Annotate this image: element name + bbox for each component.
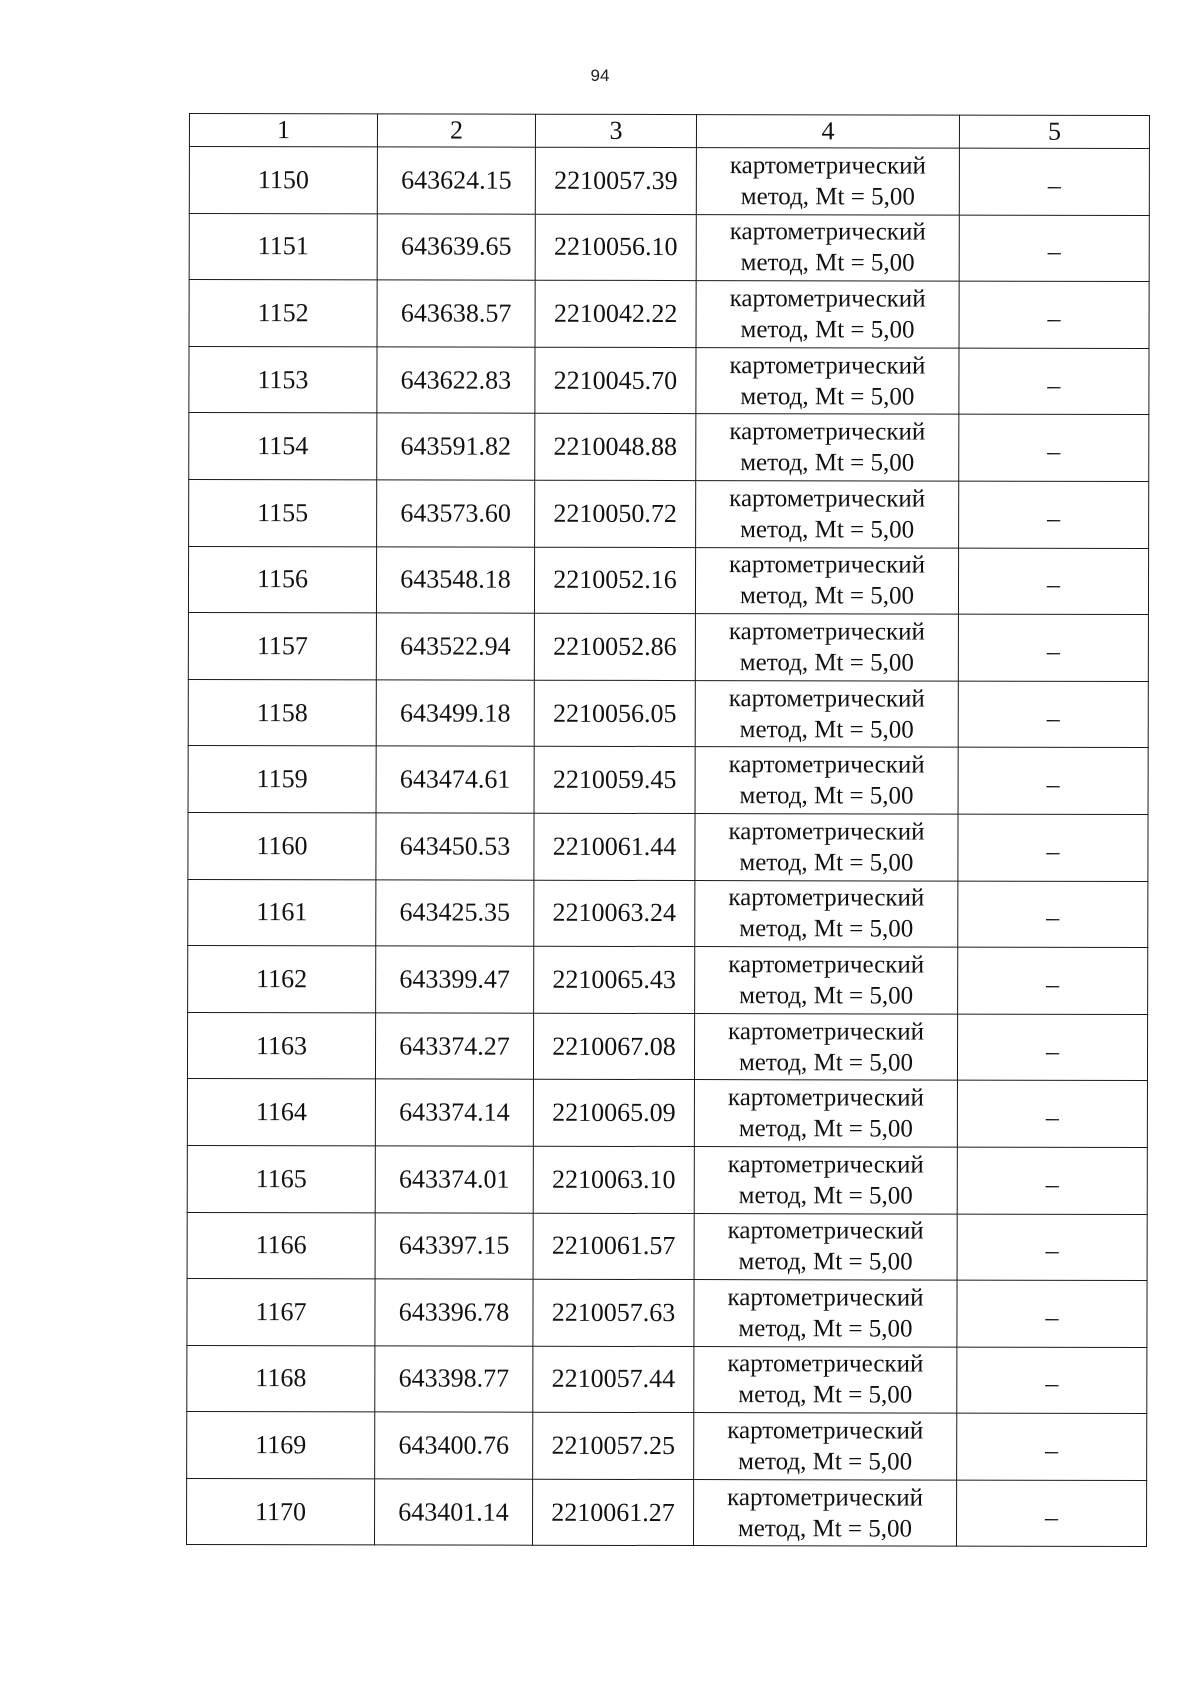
table-row <box>188 812 1148 881</box>
x-coordinate-cell: 643396.78 <box>375 1279 533 1346</box>
method-cell <box>696 148 959 215</box>
method-line-1: картометрический <box>727 1150 924 1179</box>
method-line-1: картометрический <box>727 1483 924 1512</box>
point-number-cell: 1160 <box>188 812 376 879</box>
x-coordinate-cell: 643548.18 <box>376 546 534 613</box>
method-line-1: картометрический <box>727 1217 924 1245</box>
method-cell <box>695 747 958 814</box>
point-number-cell: 1169 <box>187 1412 375 1479</box>
x-coordinate-cell: 643399.47 <box>376 946 534 1013</box>
method-line-2: метод, Mt = 5,00 <box>739 848 914 877</box>
table-row <box>188 746 1148 815</box>
x-coordinate-cell: 643591.82 <box>377 413 535 480</box>
table-row <box>189 346 1149 415</box>
method-cell <box>696 414 959 481</box>
method-cell <box>695 813 958 880</box>
point-number-cell: 1158 <box>188 679 376 746</box>
note-dash: – <box>1047 237 1061 267</box>
method-line-2: метод, Mt = 5,00 <box>738 1315 913 1343</box>
note-cell <box>959 481 1149 548</box>
method-line-2: метод, Mt = 5,00 <box>738 1448 913 1476</box>
y-coordinate-cell: 2210050.72 <box>535 480 696 547</box>
method-cell <box>695 547 958 614</box>
note-dash: – <box>1046 570 1061 600</box>
point-number-cell: 1161 <box>188 879 376 946</box>
note-cell <box>959 348 1149 415</box>
method-line-1: картометрический <box>729 418 926 446</box>
x-coordinate-cell: 643638.57 <box>377 280 535 347</box>
method-line-2: метод, Mt = 5,00 <box>739 582 915 610</box>
note-dash: – <box>1045 1435 1059 1465</box>
point-number-cell: 1152 <box>189 280 377 347</box>
method-line-1: картометрический <box>728 751 925 779</box>
note-dash: – <box>1046 769 1060 799</box>
point-number-cell: 1154 <box>189 413 377 480</box>
note-cell <box>958 947 1148 1014</box>
note-cell <box>958 548 1148 615</box>
note-dash: – <box>1047 303 1061 333</box>
x-coordinate-cell: 643573.60 <box>377 480 535 547</box>
method-line-1: картометрический <box>727 1084 924 1112</box>
x-coordinate-cell: 643374.27 <box>375 1013 533 1080</box>
method-line-2: метод, Mt = 5,00 <box>739 982 914 1010</box>
point-number-cell: 1153 <box>189 346 377 413</box>
note-dash: – <box>1047 170 1061 200</box>
y-coordinate-cell: 2210056.10 <box>535 214 696 281</box>
method-line-1: картометрический <box>728 618 925 646</box>
y-coordinate-cell: 2210061.27 <box>533 1479 694 1546</box>
x-coordinate-cell: 643639.65 <box>377 213 535 280</box>
x-coordinate-cell: 643499.18 <box>376 680 534 747</box>
note-cell <box>959 281 1149 348</box>
method-line-1: картометрический <box>727 1350 924 1379</box>
method-line-1: картометрический <box>728 817 925 846</box>
x-coordinate-cell: 643374.14 <box>375 1079 533 1146</box>
y-coordinate-cell: 2210052.86 <box>534 613 695 680</box>
y-coordinate-cell: 2210067.08 <box>533 1013 694 1080</box>
y-coordinate-cell: 2210056.05 <box>534 680 695 747</box>
note-dash: – <box>1047 370 1061 400</box>
table-row <box>187 1412 1147 1481</box>
x-coordinate-cell: 643400.76 <box>375 1412 533 1479</box>
note-cell <box>959 148 1149 215</box>
coordinates-table <box>186 113 1150 1547</box>
header-row <box>189 114 1149 149</box>
note-dash: – <box>1045 1502 1059 1532</box>
note-dash: – <box>1045 1302 1059 1332</box>
table-row <box>188 679 1148 748</box>
x-coordinate-cell: 643425.35 <box>376 879 534 946</box>
note-cell <box>959 215 1149 282</box>
x-coordinate-cell: 643474.61 <box>376 746 534 813</box>
method-line-1: картометрический <box>729 551 926 579</box>
y-coordinate-cell: 2210063.10 <box>533 1146 694 1213</box>
x-coordinate-cell: 643622.83 <box>377 347 535 414</box>
header-col-3: 3 <box>535 114 696 147</box>
y-coordinate-cell: 2210057.25 <box>533 1413 694 1480</box>
y-coordinate-cell: 2210061.57 <box>533 1213 694 1280</box>
method-cell <box>694 1146 957 1213</box>
method-line-1: картометрический <box>729 351 926 380</box>
method-line-2: метод, Mt = 5,00 <box>738 1248 913 1276</box>
method-cell <box>694 1280 957 1347</box>
note-dash: – <box>1046 636 1060 666</box>
method-line-1: картометрический <box>728 684 925 713</box>
note-cell <box>957 1014 1147 1081</box>
note-cell <box>957 1347 1147 1414</box>
x-coordinate-cell: 643401.14 <box>375 1479 533 1546</box>
table-row <box>188 613 1148 682</box>
method-line-2: метод, Mt = 5,00 <box>739 915 914 943</box>
y-coordinate-cell: 2210059.45 <box>534 747 695 814</box>
point-number-cell: 1163 <box>187 1012 375 1079</box>
y-coordinate-cell: 2210061.44 <box>534 813 695 880</box>
table-row <box>187 1345 1147 1414</box>
header-col-1: 1 <box>189 114 377 147</box>
table-body <box>187 147 1150 1547</box>
point-number-cell: 1164 <box>187 1079 375 1146</box>
note-cell <box>957 1080 1147 1147</box>
y-coordinate-cell: 2210042.22 <box>535 280 696 347</box>
note-cell <box>956 1480 1146 1547</box>
x-coordinate-cell: 643397.15 <box>375 1212 533 1279</box>
point-number-cell: 1159 <box>188 746 376 813</box>
note-dash: – <box>1046 903 1060 933</box>
table-row <box>188 879 1148 948</box>
method-line-2: метод, Mt = 5,00 <box>740 515 915 544</box>
point-number-cell: 1170 <box>187 1478 375 1545</box>
note-dash: – <box>1045 1369 1059 1399</box>
method-line-1: картометрический <box>729 218 926 246</box>
method-line-2: метод, Mt = 5,00 <box>738 1115 913 1143</box>
table-row <box>187 1012 1147 1081</box>
method-line-2: метод, Mt = 5,00 <box>740 249 915 277</box>
method-cell <box>693 1479 956 1546</box>
method-cell <box>696 347 959 414</box>
method-cell <box>696 481 959 548</box>
method-line-2: метод, Mt = 5,00 <box>740 182 915 211</box>
page-number: 94 <box>590 66 610 85</box>
note-dash: – <box>1047 436 1061 466</box>
table-row <box>189 147 1149 216</box>
y-coordinate-cell: 2210057.39 <box>535 147 696 214</box>
method-line-1: картометрический <box>727 1417 924 1445</box>
method-line-2: метод, Mt = 5,00 <box>740 382 915 411</box>
method-cell <box>694 1080 957 1147</box>
header-col-5: 5 <box>959 115 1149 148</box>
note-dash: – <box>1045 1169 1059 1199</box>
method-cell <box>695 680 958 747</box>
method-cell <box>695 947 958 1014</box>
y-coordinate-cell: 2210065.09 <box>533 1080 694 1147</box>
x-coordinate-cell: 643398.77 <box>375 1346 533 1413</box>
note-cell <box>957 1147 1147 1214</box>
method-line-2: метод, Mt = 5,00 <box>738 1048 914 1077</box>
note-dash: – <box>1046 703 1060 733</box>
method-cell <box>694 1346 957 1413</box>
method-cell <box>695 880 958 947</box>
note-cell <box>957 1280 1147 1347</box>
note-cell <box>957 1214 1147 1281</box>
table-row <box>187 1279 1147 1348</box>
point-number-cell: 1150 <box>189 147 377 214</box>
y-coordinate-cell: 2210048.88 <box>535 414 696 481</box>
note-cell <box>958 881 1148 948</box>
point-number-cell: 1151 <box>189 213 377 280</box>
table-row <box>188 946 1148 1015</box>
method-line-2: метод, Mt = 5,00 <box>738 1181 913 1210</box>
y-coordinate-cell: 2210045.70 <box>535 347 696 414</box>
note-cell <box>958 814 1148 881</box>
method-line-1: картометрический <box>728 884 925 912</box>
note-cell <box>958 681 1148 748</box>
y-coordinate-cell: 2210057.63 <box>533 1279 694 1346</box>
x-coordinate-cell: 643624.15 <box>377 147 535 214</box>
note-cell <box>958 614 1148 681</box>
table-row <box>189 213 1149 282</box>
table-row <box>189 479 1149 548</box>
x-coordinate-cell: 643374.01 <box>375 1146 533 1213</box>
method-cell <box>696 281 959 348</box>
note-dash: – <box>1046 836 1060 866</box>
note-dash: – <box>1047 503 1061 533</box>
table-row <box>187 1079 1147 1148</box>
y-coordinate-cell: 2210065.43 <box>534 946 695 1013</box>
y-coordinate-cell: 2210057.44 <box>533 1346 694 1413</box>
header-col-2: 2 <box>377 114 535 147</box>
method-line-2: метод, Mt = 5,00 <box>737 1514 913 1543</box>
note-cell <box>959 414 1149 481</box>
point-number-cell: 1168 <box>187 1345 375 1412</box>
note-cell <box>957 1413 1147 1480</box>
note-cell <box>958 747 1148 814</box>
note-dash: – <box>1046 1036 1060 1066</box>
method-line-1: картометрический <box>728 951 925 979</box>
note-dash: – <box>1045 1236 1059 1266</box>
table-row <box>189 280 1149 349</box>
point-number-cell: 1165 <box>187 1145 375 1212</box>
method-line-1: картометрический <box>727 1284 924 1312</box>
note-dash: – <box>1046 969 1060 999</box>
method-line-2: метод, Mt = 5,00 <box>740 316 915 344</box>
x-coordinate-cell: 643522.94 <box>376 613 534 680</box>
table-row <box>187 1212 1147 1281</box>
table-row <box>189 413 1149 482</box>
method-cell <box>695 614 958 681</box>
method-line-1: картометрический <box>729 151 926 180</box>
method-line-1: картометрический <box>728 1017 925 1046</box>
table-row <box>187 1478 1147 1547</box>
method-line-2: метод, Mt = 5,00 <box>739 715 914 744</box>
table-header <box>189 114 1149 149</box>
method-line-2: метод, Mt = 5,00 <box>739 649 914 677</box>
y-coordinate-cell: 2210052.16 <box>534 547 695 614</box>
method-cell <box>694 1413 957 1480</box>
table-row <box>187 1145 1147 1214</box>
point-number-cell: 1157 <box>188 613 376 680</box>
method-line-1: картометрический <box>729 484 926 513</box>
header-col-4: 4 <box>696 115 959 149</box>
point-number-cell: 1166 <box>187 1212 375 1279</box>
method-line-2: метод, Mt = 5,00 <box>739 782 914 810</box>
point-number-cell: 1156 <box>188 546 376 613</box>
point-number-cell: 1155 <box>189 479 377 546</box>
note-dash: – <box>1045 1102 1059 1132</box>
x-coordinate-cell: 643450.53 <box>376 813 534 880</box>
method-cell <box>694 1013 957 1080</box>
point-number-cell: 1162 <box>188 946 376 1013</box>
y-coordinate-cell: 2210063.24 <box>534 880 695 947</box>
method-line-2: метод, Mt = 5,00 <box>740 449 915 477</box>
method-line-2: метод, Mt = 5,00 <box>738 1381 913 1410</box>
table-row <box>188 546 1148 615</box>
method-cell <box>694 1213 957 1280</box>
method-cell <box>696 214 959 281</box>
point-number-cell: 1167 <box>187 1279 375 1346</box>
method-line-1: картометрический <box>729 285 926 313</box>
